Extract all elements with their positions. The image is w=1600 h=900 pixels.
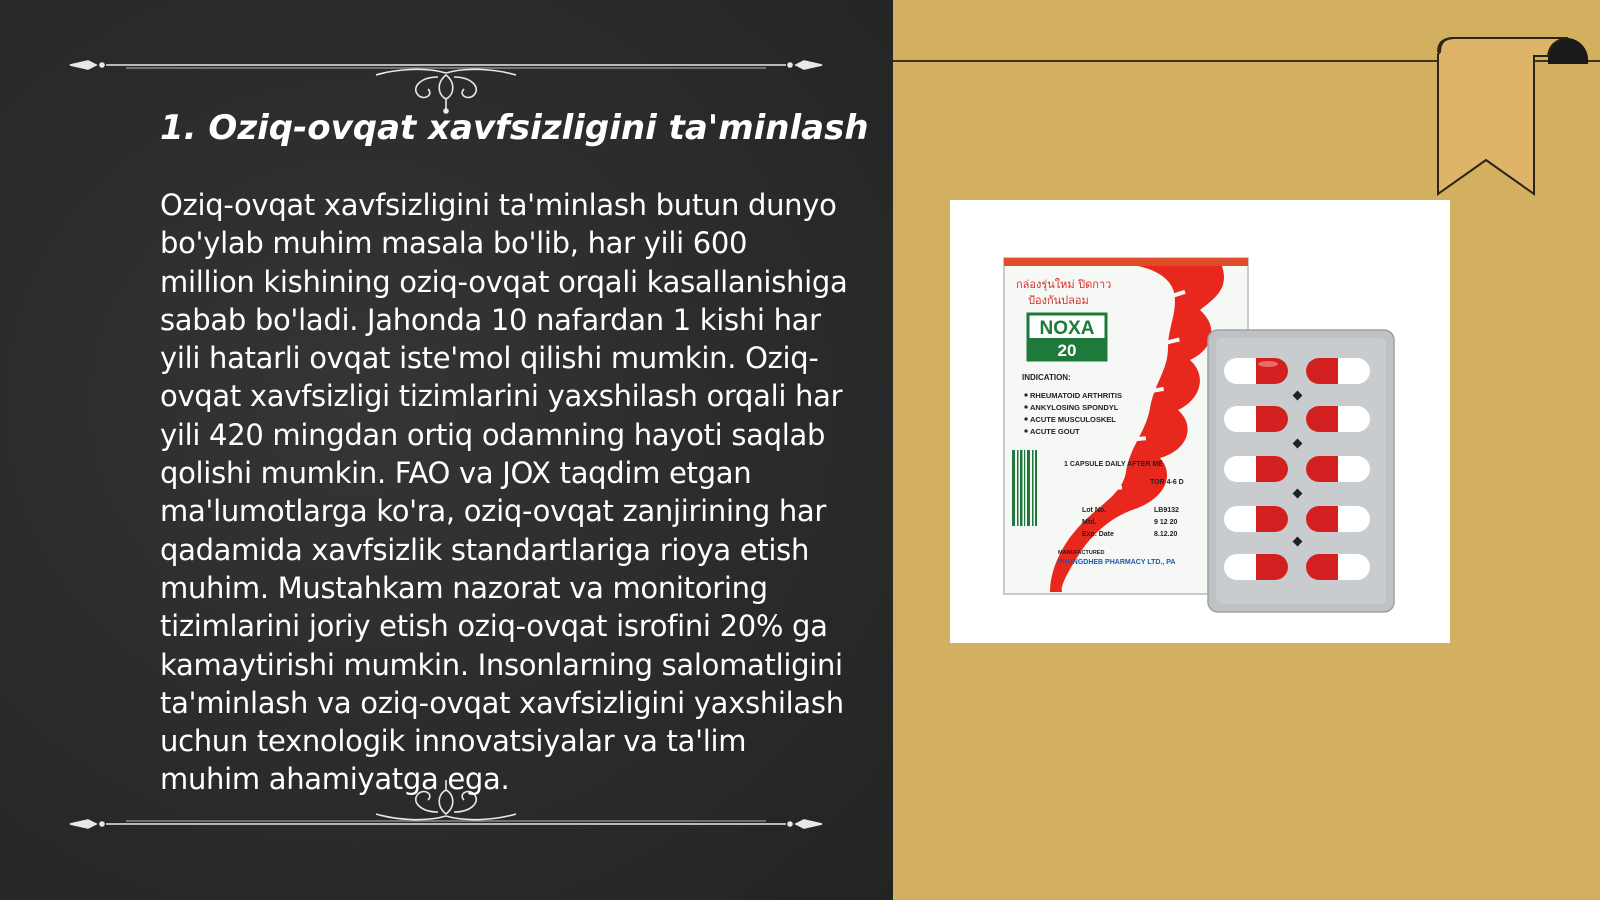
blister-pack [1208,330,1394,612]
capsule [1224,456,1288,482]
product-dosage-line-2: TOR 4-6 D [1150,479,1184,486]
capsule [1306,358,1370,384]
capsule [1306,554,1370,580]
product-indication-4: ACUTE GOUT [1030,427,1080,436]
product-indication-2: ANKYLOSING SPONDYL [1030,403,1119,412]
product-lot-value: LB9132 [1154,507,1179,514]
product-dosage-line-1: 1 CAPSULE DAILY AFTER ME [1064,461,1163,468]
capsule [1306,456,1370,482]
capsule [1224,406,1288,432]
product-manufacturer: PHUNGDHEB PHARMACY LTD., PA [1058,559,1176,566]
capsule [1224,554,1288,580]
capsule [1224,506,1288,532]
product-photo [950,200,1450,643]
product-indication-1: RHEUMATOID ARTHRITIS [1030,391,1122,400]
slide-title: 1. Oziq-ovqat xavfsizligini ta'minlash [160,108,869,148]
product-mfd-value: 9 12 20 [1154,519,1178,526]
ribbon-bookmark-icon [1430,34,1590,204]
capsule [1306,506,1370,532]
product-mfd-label: Mfd. [1082,519,1097,526]
product-header-thai-2: ป้องกันปลอม [1028,294,1089,307]
product-lot-label: Lot No. [1082,507,1107,514]
product-header-thai-1: กล่องรุ่นใหม่ ปิดกาว [1016,278,1112,291]
product-exp-label: Exp. Date [1082,531,1114,538]
product-indication-3: ACUTE MUSCULOSKEL [1030,415,1116,424]
capsule [1306,406,1370,432]
product-dose: 20 [1057,341,1077,360]
slide-body-text: Oziq-ovqat xavfsizligini ta'minlash butun dunyo bo'ylab muhim masala bo'lib, har yili 600 million kishining oziq-ovqat orqali kasallanishiga sabab bo'ladi. Jahonda 10 nafardan 1 kishi har yili hatarli ovqat iste'mol qilishi mumkin. Oziq-ovqat xavfsizligi tizimlarini yaxshilash orqali har yili 420 mingdan ortiq odamning hayoti saqlab qolishi mumkin. FAO va JOX taqdim etgan ma'lumotlarga ko'ra, oziq-ovqat zanjirining har qadamida xavfsizlik standartlariga rioya etish muhim. Mustahkam nazorat va monitoring tizimlarini joriy etish oziq-ovqat isrofini 20% ga kamaytirishi mumkin. Insonlarning salomatligini ta'minlash va oziq-ovqat xavfsizligini yaxshilash uchun texnologik innovatsiyalar va ta'lim muhim ahamiyatga ega. [160,188,848,797]
product-manufacturer-label: MANUFACTURED [1058,550,1105,556]
product-brand: NOXA [1039,318,1095,339]
product-indication-label: INDICATION: [1022,373,1071,382]
capsule [1224,358,1288,384]
product-exp-value: 8.12.20 [1154,531,1178,538]
